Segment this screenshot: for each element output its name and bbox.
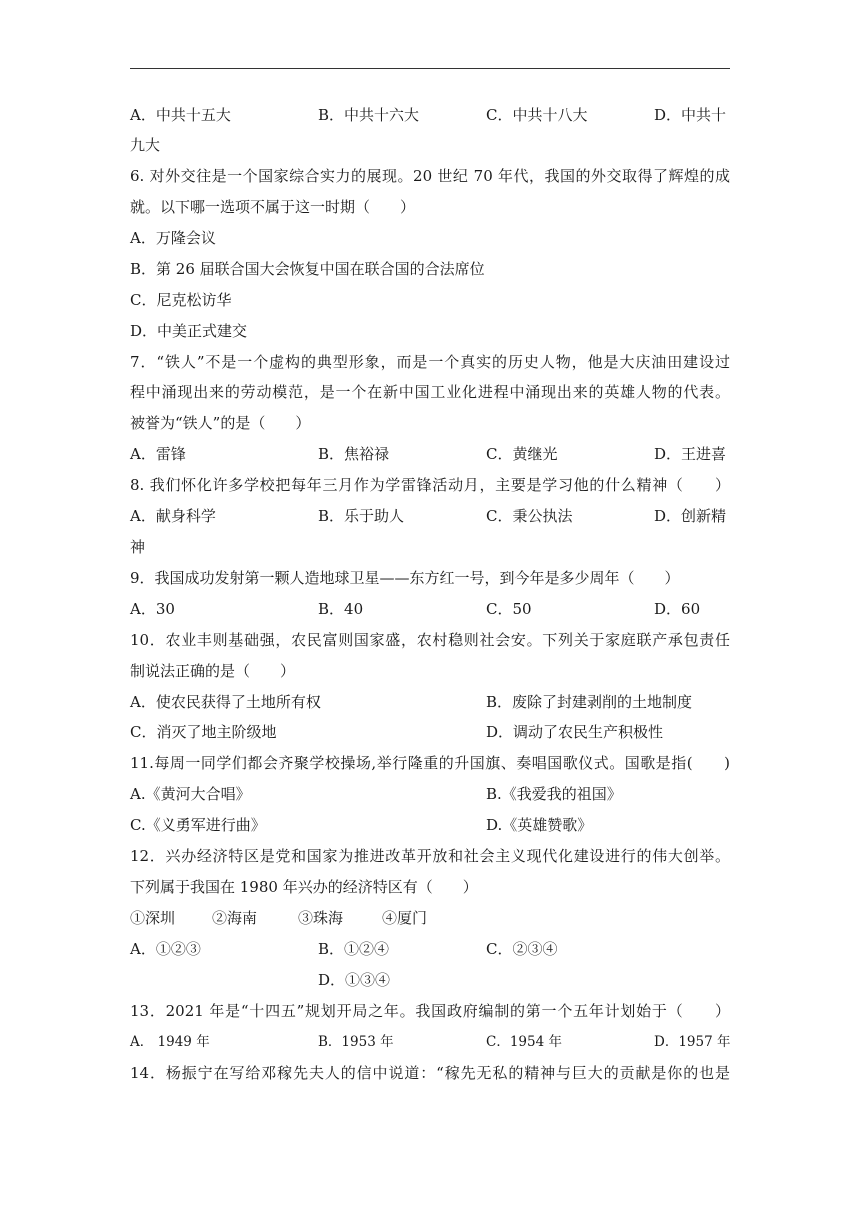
q5-option-b: B．中共十六大 [318, 106, 420, 124]
q7-option-c: C．黄继光 [486, 445, 558, 463]
header-rule [130, 68, 730, 69]
q9-options-row [130, 597, 730, 621]
q14-stem: 14．杨振宁在写给邓稼先夫人的信中说道：“稼先无私的精神与巨大的贡献是你的也是 [130, 1064, 730, 1082]
q5-options-row [130, 103, 730, 127]
q13-option-c: C．1954 年 [486, 1034, 562, 1050]
q12-options-row2 [130, 968, 730, 992]
q8-option-d: D．创新精 [654, 507, 727, 525]
q11-option-a: A.《黄河大合唱》 [130, 785, 251, 803]
q7-option-d: D．王进喜 [654, 445, 727, 463]
q8-option-a: A．献身科学 [130, 507, 216, 525]
q10-stem-line1: 10．农业丰则基础强，农民富则国家盛，农村稳则社会安。下列关于家庭联产承包责任 [130, 631, 730, 649]
q12-stem-line1: 12．兴办经济特区是党和国家为推进改革开放和社会主义现代化建设进行的伟大创举。 [130, 847, 730, 865]
q5-option-a: A．中共十五大 [130, 106, 231, 124]
q9-option-b: B．40 [318, 600, 364, 618]
q7-stem-line3: 被誉为“铁人”的是（ ） [130, 414, 311, 432]
q10-options-row1 [130, 690, 730, 714]
q11-option-c: C.《义勇军进行曲》 [130, 816, 266, 834]
q7-stem-line1: 7．“铁人”不是一个虚构的典型形象，而是一个真实的历史人物，他是大庆油田建设过 [130, 353, 730, 371]
q10-option-d: D．调动了农民生产积极性 [486, 723, 664, 741]
q6-option-a: A．万隆会议 [130, 229, 216, 247]
q12-option-a: A．①②③ [130, 940, 201, 958]
q6-option-c: C．尼克松访华 [130, 291, 232, 309]
q12-item-1: ①深圳 [130, 909, 176, 927]
q7-stem-line2: 程中涌现出来的劳动模范，是一个在新中国工业化进程中涌现出来的英雄人物的代表。 [130, 383, 730, 401]
q10-options-row2 [130, 720, 730, 744]
q6-option-d: D．中美正式建交 [130, 322, 248, 340]
q13-option-d: D．1957 年 [654, 1034, 731, 1050]
q11-options-row1 [130, 782, 730, 806]
q12-option-d: D．①③④ [318, 971, 391, 989]
q8-option-c: C．秉公执法 [486, 507, 573, 525]
q8-stem: 8. 我们怀化许多学校把每年三月作为学雷锋活动月，主要是学习他的什么精神（ ） [130, 476, 730, 494]
q11-stem: 11.每周一同学们都会齐聚学校操场,举行隆重的升国旗、奏唱国歌仪式。国歌是指( ) [130, 754, 730, 772]
q9-option-a: A．30 [130, 600, 175, 618]
q12-items-row [130, 906, 730, 930]
q9-option-d: D．60 [654, 600, 701, 618]
q9-stem: 9．我国成功发射第一颗人造地球卫星——东方红一号，到今年是多少周年（ ） [130, 569, 680, 587]
q7-option-a: A．雷锋 [130, 445, 186, 463]
q13-stem: 13．2021 年是“十四五”规划开局之年。我国政府编制的第一个五年计划始于（ ） [130, 1002, 730, 1020]
q8-option-b: B．乐于助人 [318, 507, 405, 525]
q10-option-a: A．使农民获得了土地所有权 [130, 693, 321, 711]
q12-options-row1 [130, 937, 730, 961]
q9-option-c: C．50 [486, 600, 532, 618]
q5-option-c: C．中共十八大 [486, 106, 588, 124]
q7-options-row [130, 442, 730, 466]
q13-option-a: A． 1949 年 [130, 1034, 210, 1050]
q6-option-b: B．第 26 届联合国大会恢复中国在联合国的合法席位 [130, 260, 485, 278]
q12-option-c: C．②③④ [486, 940, 558, 958]
q12-stem-line2: 下列属于我国在 1980 年兴办的经济特区有（ ） [130, 878, 478, 896]
q5-option-d: D．中共十 [654, 106, 727, 124]
q8-continuation: 神 [130, 538, 146, 556]
q11-options-row2 [130, 813, 730, 837]
q12-item-3: ③珠海 [298, 909, 344, 927]
q8-options-row [130, 504, 730, 528]
q6-stem-line1: 6. 对外交往是一个国家综合实力的展现。20 世纪 70 年代，我国的外交取得了辉煌的成 [130, 167, 730, 185]
q7-option-b: B．焦裕禄 [318, 445, 390, 463]
q12-option-b: B．①②④ [318, 940, 390, 958]
q10-stem-line2: 制说法正确的是（ ） [130, 662, 296, 680]
q11-option-b: B.《我爱我的祖国》 [486, 785, 622, 803]
q5-continuation: 九大 [130, 136, 161, 154]
q10-option-b: B．废除了封建剥削的土地制度 [486, 693, 693, 711]
q6-stem-line2: 就。以下哪一选项不属于这一时期（ ） [130, 198, 416, 216]
q12-item-2: ②海南 [212, 909, 258, 927]
q12-item-4: ④厦门 [382, 909, 428, 927]
q10-option-c: C．消灭了地主阶级地 [130, 723, 277, 741]
q11-option-d: D.《英雄赞歌》 [486, 816, 593, 834]
q13-option-b: B．1953 年 [318, 1034, 394, 1050]
q13-options-row [130, 1030, 730, 1054]
